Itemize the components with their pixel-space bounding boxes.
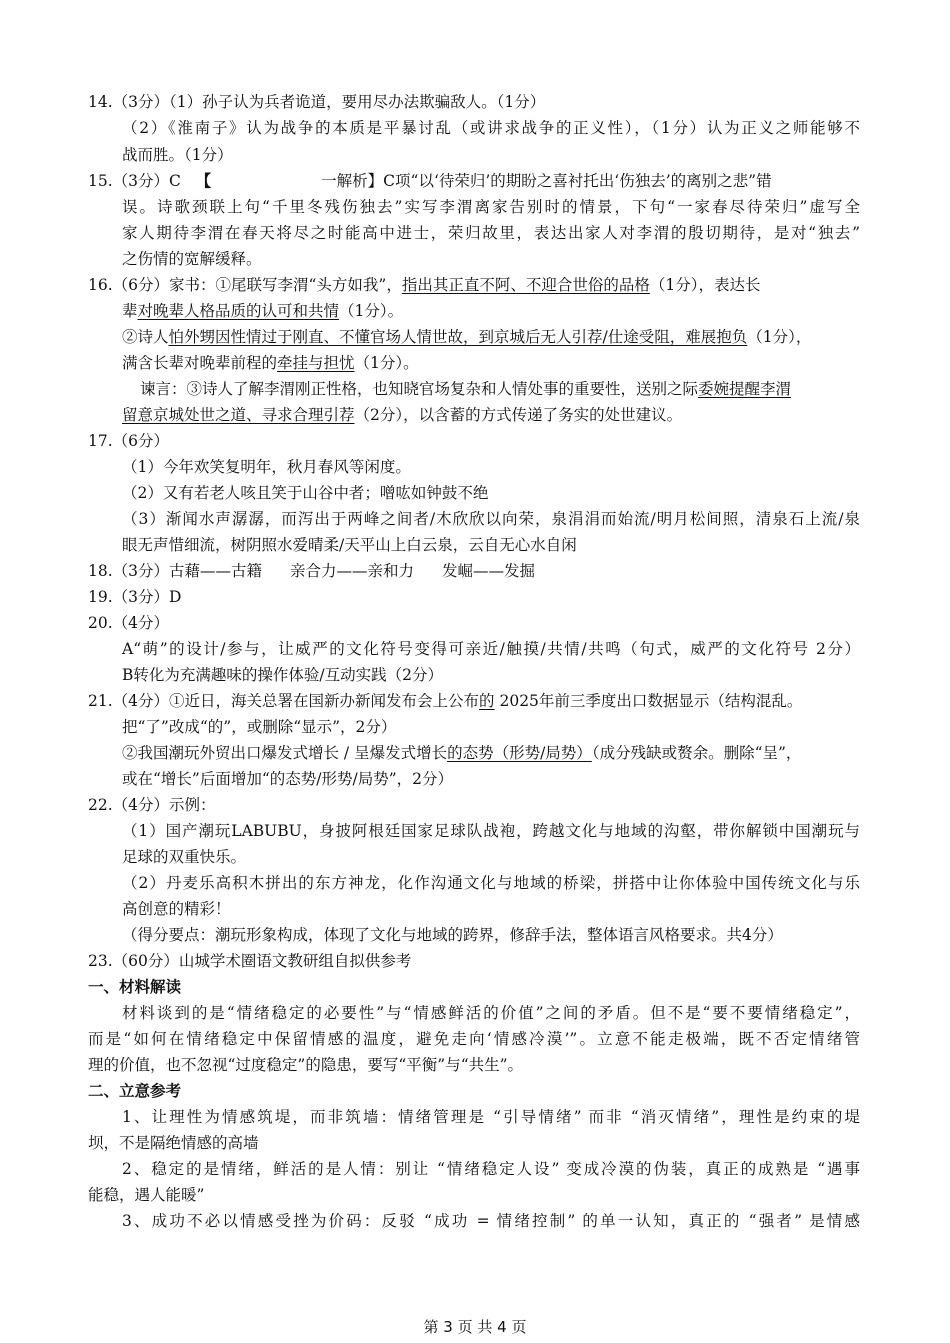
q21-line-2: 把“了”改成“的”，或删除“显示”，2分） bbox=[122, 718, 397, 736]
q23-para-line-1: 材料谈到的是“情绪稳定的必要性”与“情感鲜活的价值”之间的矛盾。但不是“要不要情绪稳定”， bbox=[122, 1004, 860, 1022]
q18-line: 18.（3分）古藉——古籍 亲合力——亲和力 发崛——发掘 bbox=[88, 562, 536, 580]
q15-line-3: 家人期待李渭在春天将尽之时能高中进士，荣归故里，表达出家人对李渭的殷切期待，是对“独去” bbox=[122, 224, 860, 242]
q16-line-6: 留意京城处世之道、寻求合理引荐（2分），以含蓄的方式传递了务实的处世建议。 bbox=[122, 406, 683, 424]
q21-line-4: 或在“增长”后面增加“的态势/形势/局势”，2分） bbox=[122, 770, 454, 788]
q17-line-3: （3）渐闻水声潺潺，而泻出于两峰之间者/木欣欣以向荣，泉涓涓而始流/明月松间照，清泉石上流/泉 bbox=[122, 510, 860, 528]
q16-line-3: ②诗人怕外甥因性情过于刚直、不懂官场人情世故，到京城后无人引荐/仕途受阻，难展抱负（1分）， bbox=[122, 328, 812, 346]
section-heading-2: 二、立意参考 bbox=[88, 1081, 182, 1100]
idea-1-line-2: 坝，不是隔绝情感的高墙 bbox=[88, 1134, 259, 1152]
q19-line: 19.（3分）D bbox=[88, 588, 182, 606]
section-heading-1: 一、材料解读 bbox=[88, 977, 182, 996]
q22-head: 22.（4分）示例： bbox=[88, 796, 216, 814]
q20-line-1: A“萌”的设计/参与，让威严的文化符号变得可亲近/触摸/共情/共鸣（句式，威严的文化符号 2分） bbox=[122, 640, 860, 658]
q23-para-line-2: 而是“如何在情绪稳定中保留情感的温度，避免走向‘情感冷漠’”。立意不能走极端，既不否定情绪管 bbox=[88, 1030, 860, 1048]
q22-line-5: （得分要点：潮玩形象构成，体现了文化与地域的跨界，修辞手法，整体语言风格要求。共4分） bbox=[122, 926, 783, 944]
q23-para-line-3: 理的价值，也不忽视“过度稳定”的隐患，要写“平衡”与“共生”。 bbox=[88, 1056, 524, 1074]
idea-3-line-1: 3、成功不必以情感受挫为价码：反驳 “成功 = 情绪控制” 的单一认知，真正的 “强者” 是情感 bbox=[122, 1212, 860, 1230]
q21-line-3: ②我国潮玩外贸出口爆发式增长 / 呈爆发式增长的态势（形势/局势）（成分残缺或赘余。删除“呈”， bbox=[122, 744, 802, 762]
q17-line-1: （1）今年欢笑复明年，秋月春风等闲度。 bbox=[122, 458, 411, 476]
q22-line-1: （1）国产潮玩LABUBU，身披阿根廷国家足球队战袍，跨越文化与地域的沟壑，带你解锁中国潮玩与 bbox=[122, 822, 860, 840]
q16-line-1: 16.（6分）家书：①尾联写李渭“头方如我”，指出其正直不阿、不迎合世俗的品格（1分），表达长 bbox=[88, 276, 761, 294]
q16-line-5: 谏言：③诗人了解李渭刚正性格，也知晓官场复杂和人情处事的重要性，送别之际委婉提醒李渭 bbox=[140, 380, 792, 398]
q17-line-4: 眼无声惜细流，树阴照水爱晴柔/天平山上白云泉，云自无心水自闲 bbox=[122, 536, 577, 554]
q23-head: 23.（60分）山城学术圈语文教研组自拟供参考 bbox=[88, 952, 412, 970]
q20-line-2: B转化为充满趣味的操作体验/互动实践（2分） bbox=[122, 666, 443, 684]
q17-line-2: （2）又有若老人咳且笑于山谷中者；噌吰如钟鼓不绝 bbox=[122, 484, 489, 502]
q20-head: 20.（4分） bbox=[88, 614, 170, 632]
q17-head: 17.（6分） bbox=[88, 432, 170, 450]
q15-line-2: 误。诗歌颈联上句“千里冬残伤独去”实写李渭离家告别时的情景，下句“一家春尽待荣归”虚写全 bbox=[122, 198, 860, 216]
q15-line-4: 之伤情的宽解缓释。 bbox=[122, 250, 262, 268]
q14-line-1: 14.（3分）（1）孙子认为兵者诡道，要用尽办法欺骗敌人。（1分） bbox=[88, 93, 546, 111]
q16-line-4: 满含长辈对晚辈前程的牵挂与担忧（1分）。 bbox=[122, 354, 419, 372]
q21-line-1: 21.（4分）①近日，海关总署在国新办新闻发布会上公布的 2025年前三季度出口数据显示（结构混乱。 bbox=[88, 692, 803, 710]
idea-2-line-2: 能稳，遇人能暖” bbox=[88, 1186, 205, 1204]
idea-1-line-1: 1、让理性为情感筑堤，而非筑墙：情绪管理是 “引导情绪” 而非 “消灭情绪”，理性是约束的堤 bbox=[122, 1108, 860, 1126]
idea-2-line-1: 2、稳定的是情绪，鲜活的是人情：别让 “情绪稳定人设” 变成冷漠的伪装，真正的成熟是 “遇事 bbox=[122, 1160, 860, 1178]
q22-line-3: （2）丹麦乐高积木拼出的东方神龙，化作沟通文化与地域的桥梁，拼搭中让你体验中国传统文化与乐 bbox=[122, 874, 860, 892]
q16-line-2: 辈对晚辈人格品质的认可和共情（1分）。 bbox=[122, 302, 404, 320]
q14-line-3: 战而胜。（1分） bbox=[122, 146, 233, 164]
q22-line-2: 足球的双重快乐。 bbox=[122, 848, 247, 866]
q14-line-2: （2）《淮南子》认为战争的本质是平暴讨乱（或讲求战争的正义性），（1分）认为正义之师能够不 bbox=[122, 119, 860, 137]
page-footer: 第 3 页 共 4 页 bbox=[423, 1318, 527, 1336]
q15-line-1: 15.（3分）C 【 一解析】C项“以‘待荣归’的期盼之喜衬托出‘伤独去’的离别之悲”错 bbox=[88, 171, 772, 190]
q22-line-4: 高创意的精彩！ bbox=[122, 900, 231, 918]
